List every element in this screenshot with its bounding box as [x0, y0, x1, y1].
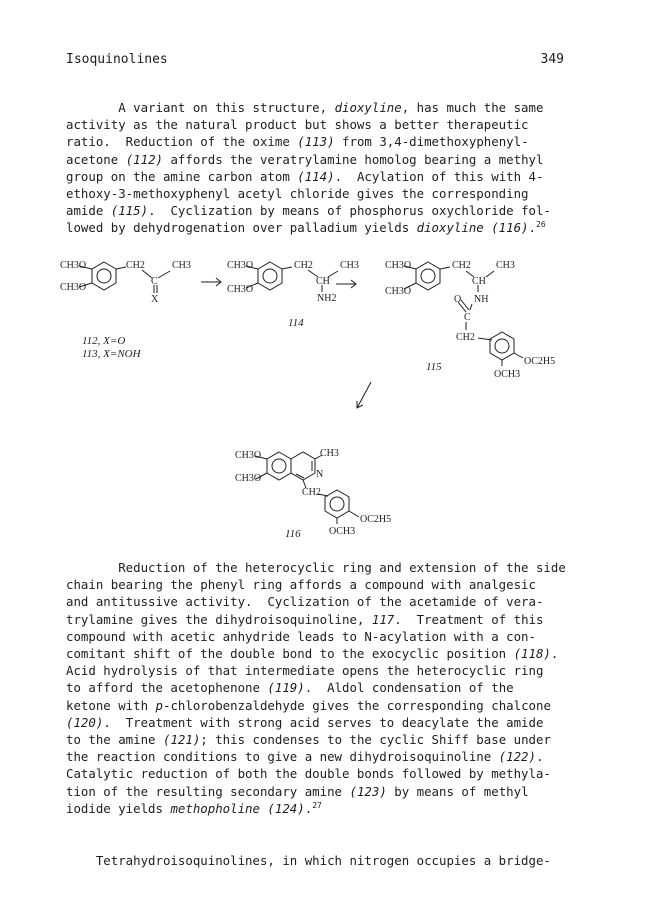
italic-text: (113)	[297, 134, 335, 150]
label-c: C	[464, 312, 471, 323]
label-ch3: CH3	[320, 448, 339, 459]
label-ome: CH3O	[235, 473, 262, 484]
label-x: X	[151, 294, 159, 305]
benzene-ring	[267, 452, 291, 480]
italic-text: (120)	[66, 714, 104, 730]
text-line: amide (115). Cyclization by means of phosphorus oxychloride fol-	[66, 203, 551, 219]
bond	[349, 511, 359, 517]
italic-text: (119)	[267, 680, 305, 696]
bond	[440, 267, 450, 269]
aromatic-circle	[272, 459, 286, 473]
label-ome: CH3O	[385, 260, 412, 271]
text-line: tion of the resulting secondary amine (123) by means of methyl	[66, 783, 529, 799]
label-nh2: NH2	[317, 293, 337, 304]
text-line: comitant shift of the double bond to the exocyclic position (118).	[66, 646, 559, 662]
aromatic-circle	[263, 269, 277, 283]
label-ome: CH3O	[235, 450, 262, 461]
compound-115	[385, 260, 555, 380]
label-ch2: CH2	[452, 260, 471, 271]
benzene-ring	[325, 490, 349, 518]
reaction-arrow	[201, 278, 221, 286]
italic-text: methopholine (124)	[170, 800, 305, 816]
reaction-arrow	[357, 382, 371, 408]
text-line: Acid hydrolysis of that intermediate opens the heterocyclic ring	[66, 663, 544, 679]
italic-text: (115)	[110, 203, 149, 219]
italic-text: (118)	[513, 646, 551, 662]
running-title: Isoquinolines	[66, 52, 168, 67]
italic-text: (122)	[498, 749, 536, 765]
bond	[486, 271, 494, 277]
label-och3: OCH3	[329, 526, 356, 537]
label-ome: CH3O	[385, 286, 412, 297]
label-oc2h5: OC2H5	[360, 514, 392, 525]
reference-superscript: 27	[312, 800, 322, 810]
text-line: and antitussive activity. Cyclization of the acetamide of vera-	[66, 594, 544, 610]
label-ch3: CH3	[496, 260, 515, 271]
italic-text: p	[155, 697, 163, 713]
benzene-ring	[92, 262, 116, 290]
bond	[514, 353, 523, 358]
bond	[158, 271, 170, 278]
italic-text: (121)	[162, 732, 201, 748]
text-line: trylamine gives the dihydroisoquinoline, 117. Treatment of this	[66, 611, 544, 627]
label-ome: CH3O	[60, 282, 87, 293]
italic-text: (112)	[125, 151, 163, 167]
text-line: A variant on this structure, dioxyline, has much the same	[66, 100, 544, 115]
text-line: the reaction conditions to give a new dihydroisoquinoline (122).	[66, 749, 544, 765]
bond	[116, 267, 126, 269]
aromatic-circle	[495, 339, 509, 353]
aromatic-circle	[421, 269, 435, 283]
text-line: group on the amine carbon atom (114). Acylation of this with 4-	[66, 168, 544, 184]
reaction-arrow	[336, 280, 356, 288]
page-number: 349	[540, 52, 564, 67]
label-nh: NH	[474, 294, 489, 305]
bond	[296, 474, 304, 478]
text-line: lowed by dehydrogenation over palladium yields dioxyline (116).$^{26}$	[66, 220, 546, 236]
benzene-ring	[490, 332, 514, 360]
italic-text: (114)	[297, 168, 335, 184]
text-line: chain bearing the phenyl ring affords a compound with analgesic	[66, 577, 536, 593]
paragraph-methopholine	[66, 559, 566, 817]
label-och3: OCH3	[494, 369, 521, 380]
label-ch3: CH3	[172, 260, 191, 271]
text-line: to the amine (121); this condenses to the cyclic Shiff base under	[66, 732, 551, 748]
text-line: activity as the natural product but shows a better therapeutic	[66, 117, 529, 133]
text-line: Reduction of the heterocyclic ring and extension of the side	[66, 560, 566, 575]
reference-superscript: 26	[536, 220, 546, 230]
label-ch3: CH3	[340, 260, 359, 271]
label-ch2: CH2	[302, 487, 321, 498]
italic-text: 117	[371, 611, 395, 627]
compound-116	[235, 448, 391, 540]
text-line: ketone with p-chlorobenzaldehyde gives the corresponding chalcone	[66, 697, 551, 713]
text-line: compound with acetic anhydride leads to N-acylation with a con-	[66, 628, 536, 644]
bond	[461, 300, 469, 310]
label-oc2h5: OC2H5	[524, 356, 556, 367]
compound-label-112: 112, X=O	[82, 335, 126, 347]
label-c: C	[151, 276, 158, 287]
text-line: iodide yields methopholine (124).$^{27}$	[66, 800, 322, 816]
label-ome: CH3O	[227, 284, 254, 295]
pyridine-ring	[291, 452, 315, 480]
italic-text: dioxyline (116)	[416, 220, 529, 236]
label-ch2: CH2	[126, 260, 145, 271]
benzene-ring	[416, 262, 440, 290]
text-line: Catalytic reduction of both the double bonds followed by methyla-	[66, 766, 551, 782]
label-ch: CH	[316, 276, 330, 287]
bond	[470, 304, 472, 310]
text-line: to afford the acetophenone (119). Aldol condensation of the	[66, 680, 514, 696]
compound-label-113: 113, X=NOH	[82, 348, 141, 360]
label-ome: CH3O	[227, 260, 254, 271]
compound-label-116: 116	[285, 528, 301, 540]
aromatic-circle	[97, 269, 111, 283]
label-ch2: CH2	[294, 260, 313, 271]
label-ch: CH	[472, 276, 486, 287]
italic-text: dioxyline	[334, 100, 402, 115]
compound-label-115: 115	[426, 361, 442, 373]
paragraph-tetrahydroisoquinolines	[66, 852, 566, 869]
label-o: O	[454, 294, 462, 305]
bond	[282, 267, 292, 269]
compound-label-114: 114	[288, 317, 304, 329]
label-ome: CH3O	[60, 260, 87, 271]
benzene-ring	[258, 262, 282, 290]
text-line: (120). Treatment with strong acid serves to deacylate the amide	[66, 714, 544, 730]
compound-112	[60, 260, 191, 360]
label-n: N	[316, 469, 324, 480]
text-line: acetone (112) affords the veratrylamine homolog bearing a methyl	[66, 151, 544, 167]
aromatic-circle	[330, 497, 344, 511]
label-ch2: CH2	[456, 332, 475, 343]
text-line: ratio. Reduction of the oxime (113) from 3,4-dimethoxyphenyl-	[66, 134, 529, 150]
italic-text: (123)	[349, 783, 387, 799]
text-line: ethoxy-3-methoxyphenyl acetyl chloride gives the corresponding	[66, 186, 529, 202]
text-line: Tetrahydroisoquinolines, in which nitrogen occupies a bridge-	[66, 853, 551, 868]
compound-114	[227, 260, 359, 329]
